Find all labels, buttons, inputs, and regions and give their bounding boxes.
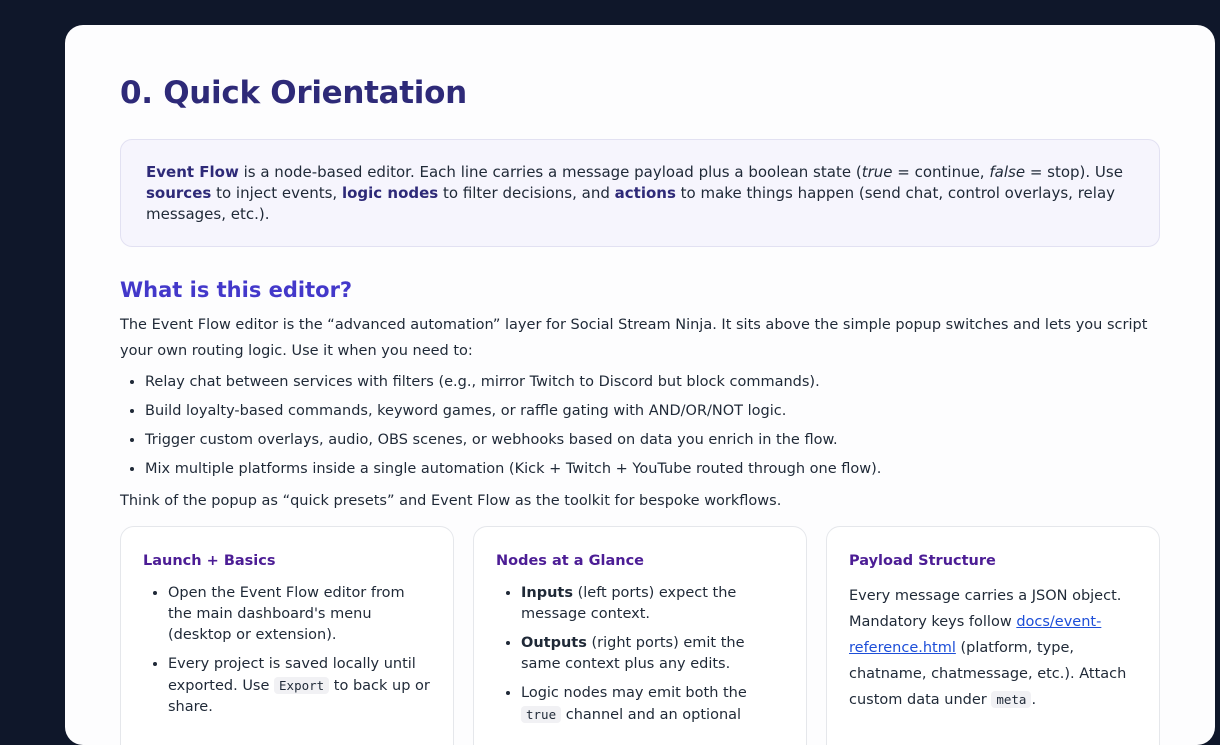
item-text: to back up or share. [168,678,430,715]
item-text: Every message carries a JSON object. Mandatory keys follow [849,588,1122,630]
item-text: channel and an optional [561,707,742,723]
intro-callout [120,139,1160,247]
list-item [168,654,431,718]
info-card-grid [120,526,1160,745]
intro-term-logic-nodes: logic nodes [341,184,439,202]
intro-true: true [861,163,893,181]
closing-paragraph: Think of the popup as “quick presets” and Event Flow as the toolkit for bespoke workflows. [120,493,782,509]
list-item: • Mix multiple platforms inside a single automation (Kick + Twitch + YouTube routed through one flow). [145,459,1160,480]
item-text: . [1031,692,1037,708]
card-title: Nodes at a Glance [496,553,644,569]
section-paragraph: The Event Flow editor is the “advanced automation” layer for Social Stream Ninja. It sits above the simple popup switches and lets you script your own routing logic. Use it when you need to: [120,317,1148,359]
outputs-term: Outputs [521,635,587,651]
list-item: • Build loyalty-based commands, keyword games, or raffle gating with AND/OR/NOT logic. [145,401,1160,422]
payload-description [849,583,1137,713]
intro-text: to make things happen (send chat, control overlays, relay messages, etc.). [146,184,1116,223]
item-text: (left ports) expect the message context. [521,585,737,622]
intro-false: false [989,163,1026,181]
content-card [65,25,1215,745]
intro-text: = continue, [892,163,990,181]
meta-code: meta [991,691,1031,708]
list-item: • Trigger custom overlays, audio, OBS scenes, or webhooks based on data you enrich in the flow. [145,430,1160,451]
list-item [521,633,784,675]
event-reference-link[interactable]: docs/event-reference.html [849,614,1102,656]
inputs-term: Inputs [521,585,573,601]
export-code: Export [274,677,329,694]
intro-text: is a node-based editor. Each line carries a message payload plus a boolean state ( [238,163,862,181]
page-title: 0. Quick Orientation [120,75,467,111]
item-text: (right ports) emit the same context plus any edits. [521,635,745,672]
intro-text: = stop). Use [1025,163,1123,181]
intro-text: to filter decisions, and [438,184,615,202]
list-item: • Open the Event Flow editor from the main dashboard's menu (desktop or extension). [168,583,431,646]
section-heading: What is this editor? [120,278,353,302]
intro-text: to inject events, [211,184,342,202]
list-item [521,583,784,625]
card-title: Launch + Basics [143,553,276,569]
use-case-list [120,372,1160,480]
card-title: Payload Structure [849,553,996,569]
intro-term-actions: actions [614,184,676,202]
true-code: true [521,706,561,723]
nodes-glance-card [473,526,807,745]
intro-term-event-flow: Event Flow [146,163,239,181]
item-text: Logic nodes may emit both the [521,685,747,701]
payload-structure-card [826,526,1160,745]
item-text: Every project is saved locally until exported. Use [168,656,416,694]
item-text: (platform, type, chatname, chatmessage, etc.). Attach custom data under [849,640,1127,708]
list-item: • Relay chat between services with filters (e.g., mirror Twitch to Discord but block commands). [145,372,1160,393]
launch-basics-card [120,526,454,745]
intro-term-sources: sources [146,184,212,202]
